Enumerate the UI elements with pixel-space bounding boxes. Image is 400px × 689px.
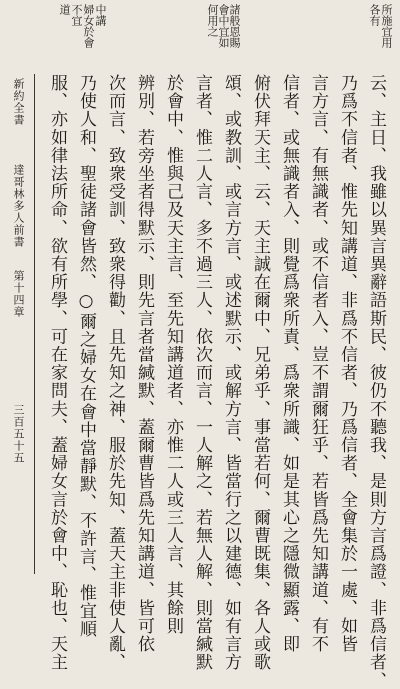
text-column: 云、主日、我雖以異言異辭語斯民、彼仍不聽我、是則方言爲證、非爲信者、 xyxy=(366,74,386,689)
text-column: 頌、或教訓、或言方言、或述默示、或解方言、皆當行之以建德、如有言方 xyxy=(221,74,241,672)
page-number: 三百五十五 xyxy=(12,404,25,464)
book-collection-title: 新約全書 xyxy=(12,78,25,126)
text-column: 服、亦如律法所命、欲有所學、可在家問夫、蓋婦女言於會中、恥也、天主 xyxy=(47,74,67,672)
book-title: 達哥林多人前書 xyxy=(12,164,25,248)
top-note: 各有 xyxy=(368,4,381,26)
text-column: 俯伏拜天主、云、天主誠在爾中、兄弟乎、事當若何、爾曹既集、各人或歌 xyxy=(250,74,270,672)
top-note: 中講 xyxy=(94,4,107,26)
margin-header xyxy=(0,74,34,574)
text-column: 乃爲不信者、惟先知講道、非爲不信者、乃爲信者、全會集於一處、如皆 xyxy=(337,74,357,654)
chapter-label: 第十四章 xyxy=(12,270,25,318)
top-note: 何用之 xyxy=(206,4,219,37)
main-text xyxy=(34,74,389,689)
text-column: 次而言、致衆受訓、致衆得勸、且先知之神、服於先知、蓋天主非使人亂、 xyxy=(105,74,125,672)
top-note: 會中宜如 xyxy=(217,4,230,48)
text-column: 信者、或無識者入、則覺爲衆所責、爲衆所識、如是其心之隱微顯露、即 xyxy=(279,74,299,654)
top-note: 不宜 xyxy=(70,4,83,26)
text-column: 於會中、惟與己及天主言、至先知講道者、亦惟二人或三人言、其餘則 xyxy=(163,74,183,636)
top-note: 諸般恩賜 xyxy=(228,4,241,48)
text-column: 乃使人和、聖徒諸會皆然、○爾之婦女在會中當靜默、不許言、惟宜順 xyxy=(76,74,96,639)
top-note: 婦女於會 xyxy=(82,4,95,48)
text-column: 言方言、有無識者、或不信者入、豈不謂爾狂乎、若皆爲先知講道、有不 xyxy=(308,74,328,654)
top-note: 所施宜用 xyxy=(380,4,393,48)
top-note: 道 xyxy=(58,4,71,15)
text-column: 辨別、若旁坐者得默示、則先言者當緘默、蓋爾曹皆爲先知講道、皆可依 xyxy=(134,74,154,654)
text-column: 言者、惟二人言、多不過三人、依次而言、一人解之、若無人解、則當緘默 xyxy=(192,74,212,672)
